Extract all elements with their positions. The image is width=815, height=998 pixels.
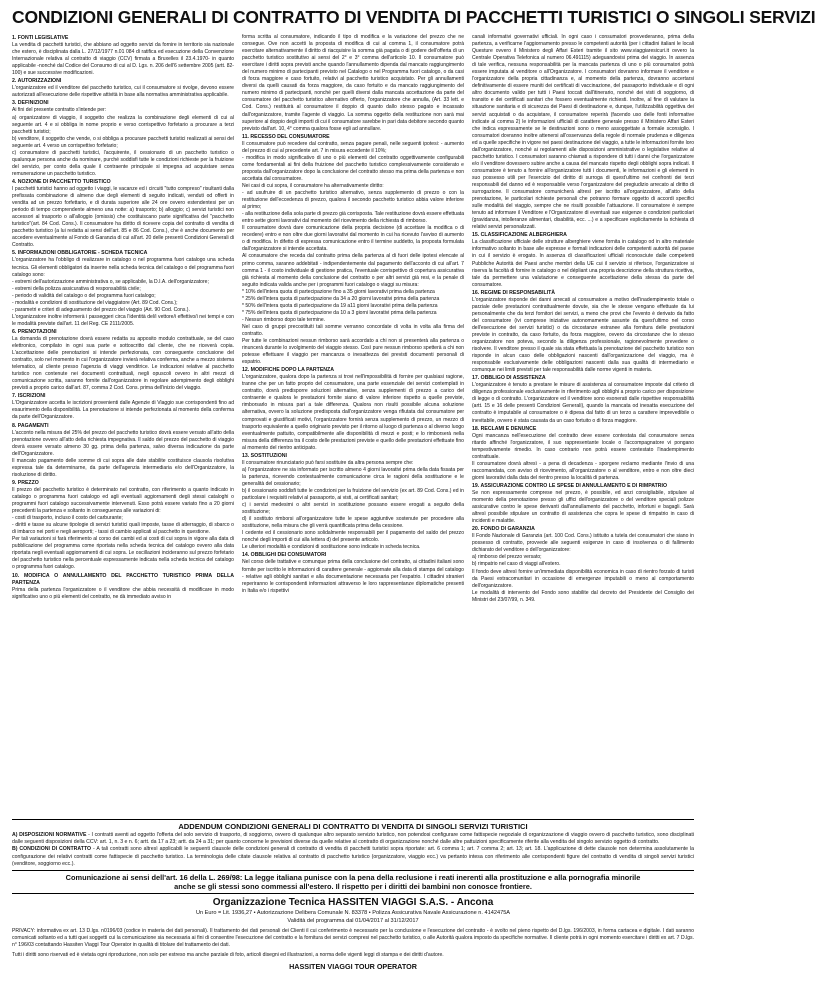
section-paragraph: forma scritta al consumatore, indicando il tipo di modifica e la variazione del prezzo che ne consegue. Ove non accetti la proposta di modifica di cui al comma 1, il consumatore potrà esercitare alternativamente il diritto di riacquisire la somma già pagata o di godere dell'offerta di un pacchetto turistico sostitutivo ai sensi del 2° e 3° comma dell'articolo 10. Il consumatore può esercitare i diritti sopra previsti anche quando l'annullamento dipenda dal mancato raggiungimento del numero minimo di partecipanti previsto nel Catalogo o nel Programma fuori catalogo, o da casi di forza maggiore e caso fortuito, relativi al pacchetto turistico acquistato. Per gli annullamenti diversi da quelli causati da forza maggiore, da caso fortuito e da mancato raggiungimento del numero minimo di partecipanti, nonché per quelli diversi dalla mancata accettazione da parte del consumatore del pacchetto turistico alternativo offerto, l'organizzatore che annulla, (Art. 33 lett. e Cod. Cons.) restituirà al consumatore il doppio di quanto dallo stesso pagato e incassato dall'organizzatore, tramite l'agente di viaggio. La somma oggetto della restituzione non sarà mai superiore al doppio degli importi di cui il consumatore sarebbe in pari data debitore secondo quanto previsto dall'art. 10, 4° comma qualora fosse egli ad annullare. [242,34,464,132]
section-heading: 20. FONDO DI GARANZIA [472,526,535,533]
section-paragraph: * 10% dell'intera quota di partecipazione fino a 35 giorni lavorativi prima della partenza [242,288,435,295]
section-paragraph: Ai fini del presente contratto s'intende per: [12,107,107,114]
section-paragraph: b) rimpatrio nel caso di viaggi all'estero. [472,561,561,568]
section-paragraph: c) i servizi medesimi o altri servizi in sostituzione possano essere erogati a seguito della sostituzione; [242,502,464,516]
section-paragraph: L'organizzatore è tenuto a prestare le misure di assistenza al consumatore imposte dal criterio di diligenza professionale esclusivamente in riferimento agli obblighi a proprio carico per disposizione di legge o di contratto. L'organizzatore ed il venditore sono esonerati dalle rispettive responsabilità (artt. 15 e 16 delle presenti Condizioni Generali), quando la mancata od inesatta esecuzione del contratto è imputabile al consumatore o è dipesa dal fatto di un terzo a carattere imprevedibile o inevitabile, ovvero è stata causata da un caso fortuito o di forza maggiore. [472,382,694,424]
section-paragraph: Il Fondo Nazionale di Garanzia (art. 100 Cod. Cons.) istituito a tutela dei consumatori che siano in possesso di contratto, provvede alle seguenti esigenze in caso di insolvenza o di fallimento dichiarato del venditore o dell'organizzatore: [472,533,694,554]
page-title: CONDIZIONI GENERALI DI CONTRATTO DI VENDITA DI PACCHETTI TURISTICI O SINGOLI SERVIZI [12,7,815,27]
section-paragraph: I pacchetti turistici hanno ad oggetto i viaggi, le vacanze ed i circuiti "tutto compreso" risultanti dalla prefissata combinazione di almeno due degli elementi di seguito indicati, venduti od offerti in vendita ad un prezzo forfettario, e di durata superiore alle 24 ore ovvero estendentesi per un periodo di tempo comprendente almeno una notte: a) trasporto; b) alloggio; c) servizi turistici non accessori al trasporto o all'alloggio (omissis) che costituiscano parte significativa del "pacchetto turistico"(art. 84 Cod. Cons.). Il consumatore ha diritto di ricevere copia del contratto di vendita di pacchetto turistico (a lui redatta ai sensi dell'art. 85 e 86 Cod. Cons.), che è anche documento per accedere eventualmente al Fondo di Garanzia di cui all'art. 20 delle presenti Condizioni Generali di Contratto. [12,185,234,249]
section-paragraph: - modifica in modo significativo di uno o più elementi del contratto oggettivamente configurabili come fondamentali ai fini della fruizione del pacchetto turistico complessivamente considerato e proposta dall'organizzatore dopo la conclusione del contratto stesso ma prima della partenza e non accettata dal consumatore. [242,154,464,182]
section-heading: 19. ASSICURAZIONE CONTRO LE SPESE DI ANNULLAMENTO E DI RIMPATRIO [472,482,668,489]
section-paragraph: canali informativi governativi ufficiali. In ogni caso i consumatori provvederanno, prima della partenza, a verificarne l'aggiornamento presso le competenti autorità (per i cittadini italiani le locali Questure ovvero il Ministero degli Affari Esteri tramite il sito www.viaggiaresicuri.it ovvero la Centrale Operativa Telefonica al numero 06.491115) adeguandovisi prima del viaggio. In assenza di tale verifica, nessuna responsabilità per la mancata partenza di uno o più consumatori potrà essere imputata al venditore o all'Organizzatore. I consumatori dovranno informare il venditore e l'organizzatore della propria cittadinanza e, al momento della partenza, dovranno accertarsi definitivamente di essere muniti dei certificati di vaccinazione, del passaporto individuale e di ogni altro documento valido per tutti i Paesi toccati dall'itinerario, nonché dei visti di soggiorno, di transito e dei certificati sanitari che fossero eventualmente richiesti. Inoltre, al fine di valutare la situazione sanitaria e di sicurezza dei Paesi di destinazione e, dunque, l'utilizzabilità oggettiva dei servizi acquistati o da acquistare, il consumatore reperirà (facendo uso delle fonti informative indicate al comma 2) le informazioni ufficiali di carattere generale presso il Ministero Affari Esteri che indica espressamente se le destinazioni sono o meno assoggettate a formale sconsiglio. I consumatori dovranno inoltre attenersi all'osservanza della regole di normale prudenza e diligenza ed a quelle specifiche in vigore nei paesi destinazione del viaggio, a tutte le informazioni fornite loro dall'organizzatore, nonché ai regolamenti alle disposizioni amministrative o legislative relative al pacchetto turistico. I consumatori saranno chiamati a rispondere di tutti i danni che l'organizzatore e/o il venditore dovessero subire anche a causa del mancato rispetto degli obblighi sopra indicati. Il consumatore è tenuto a fornire all'organizzatore tutti i documenti, le informazioni e gli elementi in suo possesso utili per l'esercizio del diritto di surroga di quest'ultimo nei confronti dei terzi responsabili del danno ed è responsabile verso l'organizzatore del pregiudizio arrecato al diritto di surrogazione. Il consumatore comunicherà altresì per iscritto all'organizzatore, all'atto della prenotazione, le particolari richieste personali che potranno formare oggetto di accordi specifici sulle modalità del viaggio, sempre che ne risulti possibile l'attuazione. Il consumatore è sempre tenuto ad informare il Venditore e l'Organizzatore di eventuali sue esigenze o condizioni particolari (gravidanza, intolleranze alimentari, disabilità, ecc. ...) e a specificare esplicitamente la richiesta di relativi servizi personalizzati. [472,34,694,231]
section-paragraph: Il prezzo del pacchetto turistico è determinato nel contratto, con riferimento a quanto indicato in catalogo o programma fuori catalogo ed agli eventuali aggiornamenti degli stessi cataloghi o programmi fuori catalogo successivamente intervenuti. Esso potrà essere variato fino a 20 giorni precedenti la partenza e soltanto in conseguenza alle variazioni di: [12,486,234,515]
section-paragraph: L'organizzatore ed il venditore del pacchetto turistico, cui il consumatore si rivolge, devono essere autorizzati all'esecuzione delle rispettive attività in base alla normativa amministrativa applicabile. [12,85,234,99]
section-paragraph: Il consumatore può recedere dal contratto, senza pagare penali, nelle seguenti ipotesi: - aumento del prezzo di cui al precedente art. 7 in misura eccedente il 10%; [242,140,464,154]
section-paragraph: a) l'organizzatore ne sia informato per iscritto almeno 4 giorni lavorativi prima della data fissata per la partenza, ricevendo contestualmente comunicazione circa le ragioni della sostituzione e le generalità del cessionario; [242,466,464,487]
section-heading: 1. FONTI LEGISLATIVE [12,35,69,41]
section-paragraph: L'organizzatore ha l'obbligo di realizzare in catalogo o nel programma fuori catalogo una scheda tecnica. Gli elementi obbligatori da inserire nella scheda tecnica del catalogo o del programma fuori catalogo sono: [12,257,234,278]
divider [12,893,694,894]
section-paragraph: Prima della partenza l'organizzatore o il venditore che abbia necessità di modificare in modo significativo uno o più elementi del contratto, ne dà immediato avviso in [12,586,234,600]
divider [12,870,694,871]
section-heading: 14. OBBLIGHI DEI CONSUMATORI [242,552,327,559]
section-paragraph: - costi di trasporto, incluso il costo del carburante; [12,515,123,522]
section-paragraph: Nel corso delle trattative e comunque prima della conclusione del contratto, ai cittadini italiani sono fornite per iscritto le informazioni di carattere generale - aggiornate alla data di stampa del catalogo - relative agli obblighi sanitari e alla documentazione necessaria per l'espatrio. I cittadini stranieri reperiranno le corrispondenti informazioni attraverso le loro rappresentanze diplomatiche presenti in Italia e/o i rispettivi [242,559,464,594]
section-paragraph: La vendita di pacchetti turistici, che abbiano ad oggetto servizi da fornire in territorio sia nazionale che estero, è disciplinata dalla L. 27/12/1977 n.01 084 di ratifica ed esecuzione della Convenzione Internazionale relativa al contratto di viaggio (CCV) firmata a Bruxelles il 23.4.1970- in quanto applicabile -nonché dal Codice del Consumo di cui al D. Lgs. n. 206 dell'6 settembre 2005 (artt. 82-100) e sue successive modificazioni. [12,42,234,77]
section-paragraph: Il consumatore rinunciatario può farsi sostituire da altra persona sempre che: [242,459,414,466]
section-paragraph: - estremi dell'autorizzazione amministrativa o, se applicabile, la D.I.A. dell'organizzatore; [12,278,209,285]
section-paragraph: - Nessun rimborso dopo tale termine. [242,316,326,323]
section-heading: 17. OBBLIGO DI ASSISTENZA [472,375,546,382]
section-paragraph: - diritti e tasse su alcune tipologie di servizi turistici quali imposte, tasse di atterraggio, di sbarco o di imbarco nei porti e negli aeroporti; - tassi di cambio applicati al pacchetto in questione. [12,522,234,536]
divider [12,819,694,820]
section-heading: 6. PRENOTAZIONI [12,328,57,335]
section-heading: 12. MODIFICHE DOPO LA PARTENZA [242,367,334,374]
organization-details: Un Euro = Lit. 1936,27 • Autorizzazione Delibera Comunale N. 83378 • Polizza Assicurativa Navale Assicurazione n. 4142475A [195,910,511,917]
section-heading: 3. DEFINIZIONI [12,100,49,107]
section-paragraph: Per tali variazioni si farà riferimento al corso dei cambi ed ai costi di cui sopra in vigore alla data di pubblicazione del programma come riportata nella scheda tecnica del catalogo ovvero alla data riportata negli eventuali aggiornamenti di cui sopra. Le oscillazioni incideranno sul prezzo forfetario del pacchetto turistico nella percentuale espressamente indicata nella scheda tecnica del catalogo o programma fuori catalogo. [12,536,234,571]
section-heading: 18. RECLAMI E DENUNCE [472,425,537,432]
section-paragraph: - modalità e condizioni di sostituzione del viaggiatore (Art. 89 Cod. Cons.); [12,299,178,306]
section-paragraph: L'acconto nella misura del 25% del prezzo del pacchetto turistico dovrà essere versato all'atto della prenotazione ovvero all'atto della richiesta impegnativa. Il saldo del prezzo del pacchetto di viaggio dovrà essere versato almeno 30 gg. prima della partenza, salvo diversa indicazione da parte dell'Organizzatore. [12,429,234,457]
addendum-text-b: - A tali contratti sono altresì applicabili le seguenti clausole delle condizioni generali di contratto di vendita di pacchetti turistici sopra riportate: art. 6 comma 1; art. 7 comma 2; art. 13; art. 18. L'applicazione di dette clausole non determina assolutamente la configurazione dei relativi contratti come fattispecie di pacchetto turistico. La terminologia delle citate clausole relativa al contratto di pacchetto turistico (organizzatore, viaggio ecc.) va pertanto intesa con riferimento alle corrispondenti figure del contratto di vendita di singoli servizi turistici (venditore, soggiorno ecc.). [12,846,694,867]
section-paragraph: Il consumatore dovrà dare comunicazione della propria decisione (di accettare la modifica o di recedere) entro e non oltre due giorni lavorativi dal momento in cui ha ricevuto l'avviso di aumento o di modifica. In difetto di espressa comunicazione entro il termine suddetto, la proposta formulata dall'organizzatore si intende accettata. [242,225,464,253]
section-paragraph: Al consumatore che receda dal contratto prima della partenza al di fuori delle ipotesi elencate al primo comma, saranno addebitati - indipendentemente dal pagamento dell'acconto di cui all'art. 7 comma 1 - il costo individuale di gestione pratica, l'eventuale corrispettivo di copertura assicurativa già richiesta al momento della conclusione del contratto o per altri servizi già resi, e la penale di seguito indicata valida anche per i programmi fuori catalogo o viaggi su misura: [242,253,464,288]
brand-name: HASSITEN VIAGGI TOUR OPERATOR [289,961,417,971]
section-heading: 7. ISCRIZIONI [12,393,46,400]
terms-columns [12,34,694,816]
section-paragraph: Se non espressamente comprese nel prezzo, è possibile, ed anzi consigliabile, stipulare al momento della prenotazione presso gli uffici dell'organizzatore o del venditore speciali polizze assicurative contro le spese derivanti dall'annullamento del pacchetto, infortuni e bagagli. Sarà altresì possibile stipulare un contratto di assistenza che copra le spese di rimpatrio in caso di incidenti e malattie. [472,490,694,525]
validity-period: Validità del programma dal 01/04/2017 al 31/12/2017 [287,918,419,925]
section-paragraph: * 25% dell'intera quota di partecipazione da 34 a 20 giorni lavorativi prima della partenza [242,295,440,302]
section-paragraph: La domanda di prenotazione dovrà essere redatta su apposito modulo contrattuale, se del caso elettronico, compilato in ogni sua parte e sottoscritto dal cliente, che ne riceverà copia. L'accettazione delle prenotazioni si intende perfezionata, con conseguente conclusione del contratto, solo nel momento in cui l'organizzatore invierà relativa conferma, anche a mezzo sistema telematico, al cliente presso l'agenzia di viaggi venditrice. Le indicazioni relative al pacchetto turistico non contenute nei documenti contrattuali, negli opuscoli ovvero in altri mezzi di comunicazione scritta, saranno fornite dall'organizzatore in regolare adempimento degli obblighi previsti a proprio carico dall'art. 87, comma 2 Cod. Cons. prima dell'inizio del viaggio. [12,335,234,392]
section-heading: 11. RECESSO DEL CONSUMATORE [242,133,330,140]
section-paragraph: - estremi della polizza assicurativa di responsabilità civile; [12,285,141,292]
section-heading: 10. MODIFICA O ANNULLAMENTO DEL PACCHETTO TURISTICO PRIMA DELLA PARTENZA [12,572,234,586]
section-paragraph: I cedente ed il cessionario sono solidalmente responsabili per il pagamento del saldo del prezzo nonché degli importi di cui alla lettera d) del presente articolo. [242,530,464,544]
addendum-text-a: - I contratti aventi ad oggetto l'offerta del solo servizio di trasporto, di soggiorno, ovvero di qualunque altro separato servizio turistico, non potendosi configurare come fattispecie negoziale di organizzazione di viaggio ovvero di pacchetto turistico, sono disciplinati dalle seguenti disposizioni della CCV: art. 1, n. 3 e n. 6; artt. da 17 a 23; artt. da 24 a 31; per quanto concerne le previsioni diverse da quelle relative al contratto di organizzazione nonché dalle altre pattuizioni specificamente riferite alla vendita del singolo servizio oggetto di contratto. [12,832,694,846]
section-paragraph: a) organizzatore di viaggio, il soggetto che realizza la combinazione degli elementi di cui al seguente art. 4 e si obbliga in nome proprio e verso corrispettivo forfetario a procurare a terzi pacchetti turistici; [12,114,234,135]
section-paragraph: b) il cessionario soddisfi tutte le condizioni per la fruizione del servizio (ex art. 89 Cod. Cons.) ed in particolare i requisiti relativi al passaporto, ai visti, ai certificati sanitari; [242,488,464,502]
section-paragraph: L'organizzatore, qualora dopo la partenza si trovi nell'impossibilità di fornire per qualsiasi ragione, tranne che per un fatto proprio del consumatore, una parte essenziale dei servizi contemplati in contratto, dovrà predisporre soluzioni alternative, senza supplementi di prezzo a carico del contraente e qualora le prestazioni fornite siano di valore inferiore rispetto a quelle previste, rimborsarlo in misura pari a tale differenza. Qualora non risulti possibile alcuna soluzione alternativa, ovvero la soluzione predisposta dall'organizzatore venga rifiutata dal consumatore per comprovati e giustificati motivi, l'organizzatore fornirà senza supplemento di prezzo, un mezzo di trasporto equivalente a quello originario previsto per il ritorno al luogo di partenza o al diverso luogo eventualmente pattuito, compatibilmente alle disponibilità di mezzi e posti; e lo rimborserà nella misura della differenza tra il costo delle prestazioni previste e quello delle prestazioni effettuate fino al momento del rientro anticipato. [242,374,464,451]
section-heading: 16. REGIME DI RESPONSABILITÀ [472,289,556,296]
section-paragraph: L'organizzatore risponde dei danni arrecati al consumatore a motivo dell'inadempimento totale o parziale delle prestazioni contrattualmente dovute, sia che le stesse vengano effettuate da lui personalmente che da terzi fornitori dei servizi, a meno che provi che l'evento è derivato da fatto del consumatore (ivi comprese iniziative autonomamente assunte da quest'ultimo nel corso dell'esecuzione dei servizi turistici) o da circostanze estranee alla fornitura delle prestazioni previste in contratto, da caso fortuito, da forza maggiore, ovvero da circostanze che lo stesso organizzatore non poteva, secondo la diligenza professionale, ragionevolmente prevedere o risolvere. Il venditore presso il quale sia stata effettuata la prenotazione del pacchetto turistico non risponde in alcun caso delle obbligazioni nascenti dall'organizzazione del viaggio, ma è responsabile esclusivamente delle obbligazioni nascenti dalla sua qualità di intermediario e comunque nei limiti previsti per tale responsabilità dalle norme vigenti in materia. [472,296,694,374]
section-paragraph: - alla restituzione della sola parte di prezzo già corrisposta. Tale restituzione dovrà essere effettuata entro sette giorni lavorativi dal momento del ricevimento della richiesta di rimborso. [242,211,464,225]
addendum-title: ADDENDUM CONDIZIONI GENERALI DI CONTRATTO DI VENDITA DI SINGOLI SERVIZI TURISTICI [178,822,528,831]
section-paragraph: Le modalità di intervento del Fondo sono stabilite dal decreto del Presidente del Consiglio dei Ministri del 23/07/99, n. 349. [472,589,694,603]
section-paragraph: Nei casi di cui sopra, il consumatore ha alternativamente diritto: [242,182,384,189]
section-paragraph: L'organizzatore inoltre informerà i passeggeri circa l'identità del/i vettore/i effettivo/i nei tempi e con le modalità previste dall'art. 11 del Reg. CE 2111/2005. [12,313,234,327]
column-2 [242,34,464,816]
section-paragraph: d) il sostituto rimborsi all'organizzatore tutte le spese aggiuntive sostenute per procedere alla sostituzione, nella misura che gli verrà quantificata prima della cessione. [242,516,464,530]
addendum-label-b: B) CONDIZIONI DI CONTRATTO [12,846,92,853]
addendum-label-a: A) DISPOSIZIONI NORMATIVE [12,832,87,838]
section-paragraph: L'Organizzatore accetta le iscrizioni provenienti dalle Agenzie di Viaggio sue corrispondenti fino ad esaurimento della disponibilità. La prenotazione si intende perfezionata al momento della conferma da parte dell'Organizzatore. [12,400,234,421]
section-heading: 2. AUTORIZZAZIONI [12,78,62,85]
addendum-paragraph-b [12,846,694,868]
section-paragraph: - parametri e criteri di adeguamento del prezzo del viaggio (Art. 90 Cod. Cons.). [12,306,190,313]
section-paragraph: Il consumatore dovrà altresì - a pena di decadenza - sporgere reclamo mediante l'invio di una raccomandata, con avviso di ricevimento, all'organizzatore o al venditore, entro e non oltre dieci giorni lavorativi dalla data del rientro presso la località di partenza. [472,460,694,481]
section-heading: 4. NOZIONE DI PACCHETTO TURISTICO [12,178,111,185]
section-paragraph: Nel caso di gruppi precostituiti tali somme verranno concordate di volta in volta alla firma del contratto. [242,323,464,337]
section-paragraph: La classificazione ufficiale delle strutture alberghiere viene fornita in catalogo od in altro materiale informativo soltanto in base alle espresse e formali indicazioni delle competenti autorità del paese in cui il servizio è erogato. In assenza di classificazioni ufficiali riconosciute dalle competenti Pubbliche Autorità dei Paesi anche membri della UE cui il servizio si riferisce, l'organizzatore si riserva la facoltà di fornire in catalogo o nel dépliant una propria descrizione della struttura ricettiva, tale da permettere una valutazione e conseguente accettazione della stessa da parte del consumatore. [472,239,694,288]
section-paragraph: Per tutte le combinazioni nessun rimborso sarà accordato a chi non si presenterà alla partenza o rinuncerà durante lo svolgimento del viaggio stesso. Così pure nessun rimborso spetterà a chi non potesse effettuare il viaggio per mancanza o inesattezza dei previsti documenti personali di espatrio. [242,338,464,366]
section-heading: 8. PAGAMENTI [12,422,49,429]
section-heading: 15. CLASSIFICAZIONE ALBERGHIERA [472,232,567,239]
section-paragraph: Ogni mancanza nell'esecuzione del contratto deve essere contestata dal consumatore senza ritardo affinché l'organizzatore, il suo rappresentante locale o l'accompagnatore vi pongano tempestivamente rimedio. In caso contrario non potrà essere contestato l'inadempimento contrattuale. [472,432,694,460]
legal-notice [12,873,694,891]
addendum-paragraph-a [12,832,694,846]
section-paragraph: Il mancato pagamento delle somme di cui sopra alle date stabilite costituisce clausola risolutiva espressa tale da determinarne, da parte dell'agenzia intermediaria e/o dell'Organizzatore, la risoluzione di diritto. [12,457,234,478]
organization-name: Organizzazione Tecnica HASSITEN VIAGGI S.A.S. - Ancona [212,897,494,909]
section-paragraph: Il fondo deve altresì fornire un'immediata disponibilità economica in caso di rientro forzato di turisti da Paesi extracomunitari in occasione di emergenze imputabili o meno al comportamento dell'organizzatore. [472,568,694,589]
section-paragraph: - periodo di validità del catalogo o del programma fuori catalogo; [12,292,156,299]
copyright-notice: Tutti i diritti sono riservati ed è vietata ogni riproduzione, non solo per estreso ma anche parziale di foto, articoli disegni ed illustrazioni, a norma delle vigenti leggi di stampa e dei diritti d'autore. [12,951,444,958]
legal-notice-line-2: anche se gli stessi sono commessi all'estero. Il rispetto per i diritti dei bambini non conosce frontiere. [174,882,532,892]
section-paragraph: * 75% dell'intera quota di partecipazione da 10 a 3 giorni lavorativi prima della partenza [242,309,437,316]
section-paragraph: c) consumatore di pacchetti turistici, l'acquirente, il cessionario di un pacchetto turistico o qualunque persona anche da nominare, purché soddisfi tutte le condizioni richieste per la fruizione del servizio, per conto della quale il contraente principale si impegna ad acquistare senza remunerazione un pacchetto turistico. [12,149,234,177]
section-paragraph: Le ulteriori modalità e condizioni di sostituzione sono indicate in scheda tecnica. [242,544,421,551]
section-heading: 5. INFORMAZIONI OBBLIGATORIE - SCHEDA TECNICA [12,250,148,257]
section-paragraph: b) venditore, il soggetto che vende, o si obbliga a procurare pacchetti turistici realizzati ai sensi del seguente art. 4 verso un corrispettivo forfetario; [12,135,234,149]
column-1 [12,34,234,816]
column-3 [472,34,694,816]
section-heading: 13. SOSTITUZIONI [242,452,287,459]
section-paragraph: - ad usufruire di un pacchetto turistico alternativo, senza supplemento di prezzo o con la restituzione dell'eccedenza di prezzo, qualora il secondo pacchetto turistico abbia valore inferiore al primo; [242,190,464,211]
privacy-notice: PRIVACY: informativa ex art. 13 D.lgs. n0196/03 (codice in materia dei dati personali). Il trattamento dei dati personali dei Clienti il cui conferimento è necessario per la conclusione e l'esecuzione del contratto - è svolto nel pieno rispetto del D.lgs. 196/2003, in forma cartacea e digitale. I dati saranno comunicati soltanto ed a tutti quei soggetti cui la comunicazione sia necessaria ai fini di consentire l'esecuzione del contratto e la fornitura dei servizi compresi nel pacchetto turistico, o alle Autorità qualora imposto da specifiche normative. Il cliente potrà in ogni momento esercitare i diritti ex art. 7 D.lgs. n° 196/03 contattando Hassiten Viaggi Tour Operator in qualità di titolare del trattamento dei dati. [12,928,694,949]
section-paragraph: a) rimborso del prezzo versato; [472,554,542,561]
section-paragraph: * 50% dell'intera quota di partecipazione da 19 a11 giorni lavorativi prima della partenza [242,302,438,309]
legal-notice-line-1: Comunicazione ai sensi dell'art. 16 della L. 269/98: La legge italiana punisce con la pena della reclusione i reati inerenti alla prostituzione e alla pornografia minorile [65,873,641,883]
section-heading: 9. PREZZO [12,479,39,486]
